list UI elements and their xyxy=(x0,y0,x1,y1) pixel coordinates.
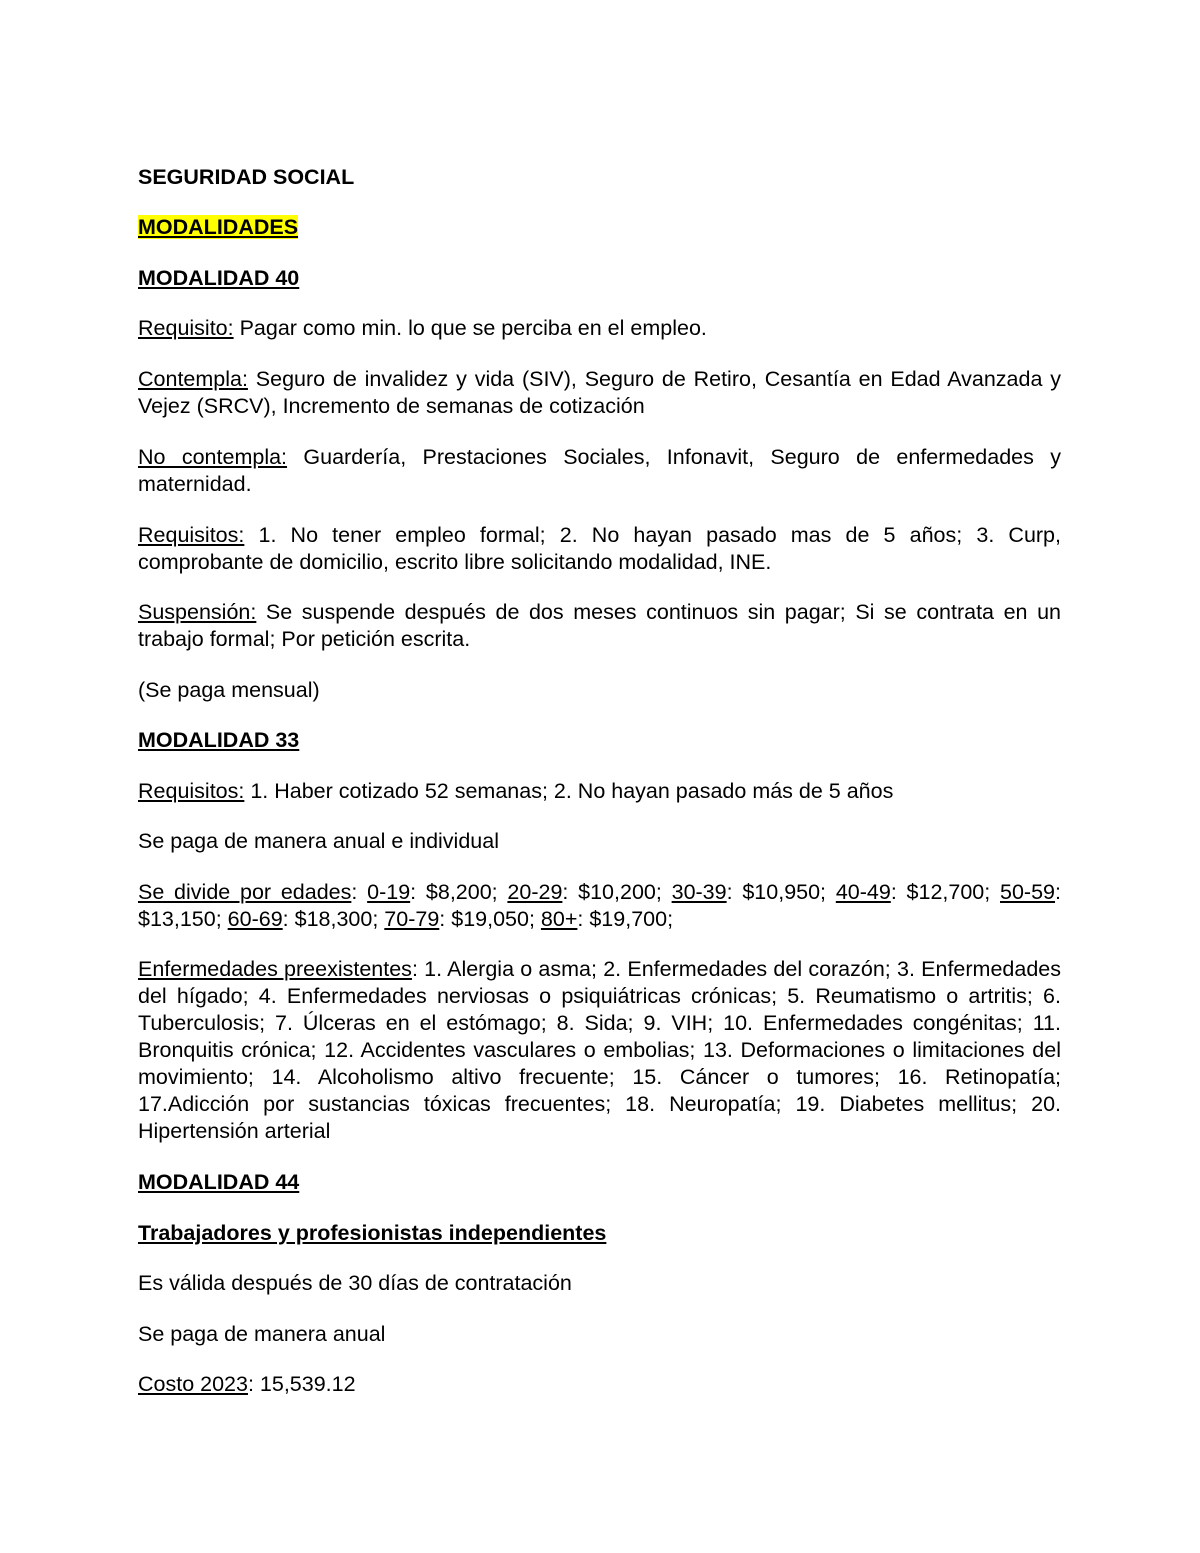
edad-range: 50-59 xyxy=(1000,880,1056,904)
edad-range: 30-39 xyxy=(671,880,727,904)
m44-subheading xyxy=(138,1220,1061,1247)
m40-no-contempla-label: No contempla: xyxy=(138,445,288,469)
m40-no-contempla xyxy=(138,444,1061,498)
m40-nota: (Se paga mensual) xyxy=(138,678,320,702)
m40-requisitos xyxy=(138,522,1061,576)
edad-range: 70-79 xyxy=(384,907,440,931)
m40-suspension-label: Suspensión: xyxy=(138,600,257,624)
m33-enfermedades-label: Enfermedades preexistentes xyxy=(138,957,412,981)
m33-enfermedades-text: : 1. Alergia o asma; 2. Enfermedades del corazón; 3. Enfermedades del hígado; 4. Enfermedades nerviosas o psiquiátricas crónicas; 5. Reumatismo o artritis; 6. Tuberculosis; 7. Úlceras en el estómago; 8. Sida; 9. VIH; 10. Enfermedades congénitas; 11. Bronquitis crónica; 12. Accidentes vasculares o embolias; 13. Deformaciones o limitaciones del movimiento; 14. Alcoholismo altivo frecuente; 15. Cáncer o tumores; 16. Retinopatía; 17.Adicción por sustancias tóxicas frecuentes; 18. Neuropatía; 19. Diabetes mellitus; 20. Hipertensión arterial xyxy=(138,957,1061,1143)
m33-edades xyxy=(138,879,1061,933)
edad-price: : $10,200; xyxy=(562,880,672,904)
m44-pago: Se paga de manera anual xyxy=(138,1322,386,1346)
modalidad-44-heading-text: MODALIDAD 44 xyxy=(138,1170,300,1194)
m40-contempla-label: Contempla: xyxy=(138,367,248,391)
edad-range: 80+ xyxy=(540,907,578,931)
m40-requisito xyxy=(138,315,1061,342)
edad-price: : $13,150; xyxy=(138,880,1061,931)
m40-contempla-text: Seguro de invalidez y vida (SIV), Seguro de Retiro, Cesantía en Edad Avanzada y Vejez (SRCV), Incremento de semanas de cotización xyxy=(138,367,1061,418)
m33-requisitos-text: 1. Haber cotizado 52 semanas; 2. No hayan pasado más de 5 años xyxy=(244,779,894,803)
edad-range: 40-49 xyxy=(835,880,891,904)
m40-requisitos-text: 1. No tener empleo formal; 2. No hayan pasado mas de 5 años; 3. Curp, comprobante de domicilio, escrito libre solicitando modalidad, INE. xyxy=(138,523,1061,574)
edad-range: 60-69 xyxy=(227,907,283,931)
m44-costo-value: : 15,539.12 xyxy=(247,1372,356,1396)
m33-requisitos-label: Requisitos: xyxy=(138,779,245,803)
m44-costo-label: Costo 2023 xyxy=(138,1372,248,1396)
edad-price: : $12,700; xyxy=(890,880,1001,904)
modalidad-40-heading-text: MODALIDAD 40 xyxy=(138,266,300,290)
m40-no-contempla-text: Guardería, Prestaciones Sociales, Infonavit, Seguro de enfermedades y maternidad. xyxy=(138,445,1061,496)
m40-requisito-text: Pagar como min. lo que se perciba en el empleo. xyxy=(233,316,707,340)
modalidad-44-heading xyxy=(138,1169,1061,1196)
m44-subheading-text: Trabajadores y profesionistas independientes xyxy=(138,1221,607,1245)
m33-edades-colon: : xyxy=(351,880,368,904)
m40-suspension-text: Se suspende después de dos meses continuos sin pagar; Si se contrata en un trabajo formal; Por petición escrita. xyxy=(138,600,1061,651)
m40-contempla xyxy=(138,366,1061,420)
edad-range: 20-29 xyxy=(507,880,563,904)
m33-requisitos xyxy=(138,778,1061,805)
modalidad-40-heading xyxy=(138,265,1061,292)
m44-validez: Es válida después de 30 días de contratación xyxy=(138,1271,572,1295)
document-title: SEGURIDAD SOCIAL xyxy=(138,165,355,189)
m44-costo xyxy=(138,1371,1061,1398)
modalidad-33-heading-text: MODALIDAD 33 xyxy=(138,728,300,752)
edad-price: : $10,950; xyxy=(726,880,836,904)
edad-price: : $18,300; xyxy=(282,907,385,931)
modalidad-33-heading xyxy=(138,727,1061,754)
section-heading-modalidades xyxy=(138,214,1061,241)
m40-requisito-label: Requisito: xyxy=(138,316,234,340)
m40-requisitos-label: Requisitos: xyxy=(138,523,245,547)
modalidades-heading: MODALIDADES xyxy=(138,215,299,239)
edad-price: : $19,050; xyxy=(439,907,541,931)
m33-enfermedades xyxy=(138,956,1061,1145)
m40-suspension xyxy=(138,599,1061,653)
m33-edades-label: Se divide por edades xyxy=(138,880,352,904)
edad-price: : $19,700; xyxy=(577,907,674,931)
edad-price: : $8,200; xyxy=(410,880,508,904)
m33-pago: Se paga de manera anual e individual xyxy=(138,829,499,853)
edad-range: 0-19 xyxy=(367,880,411,904)
